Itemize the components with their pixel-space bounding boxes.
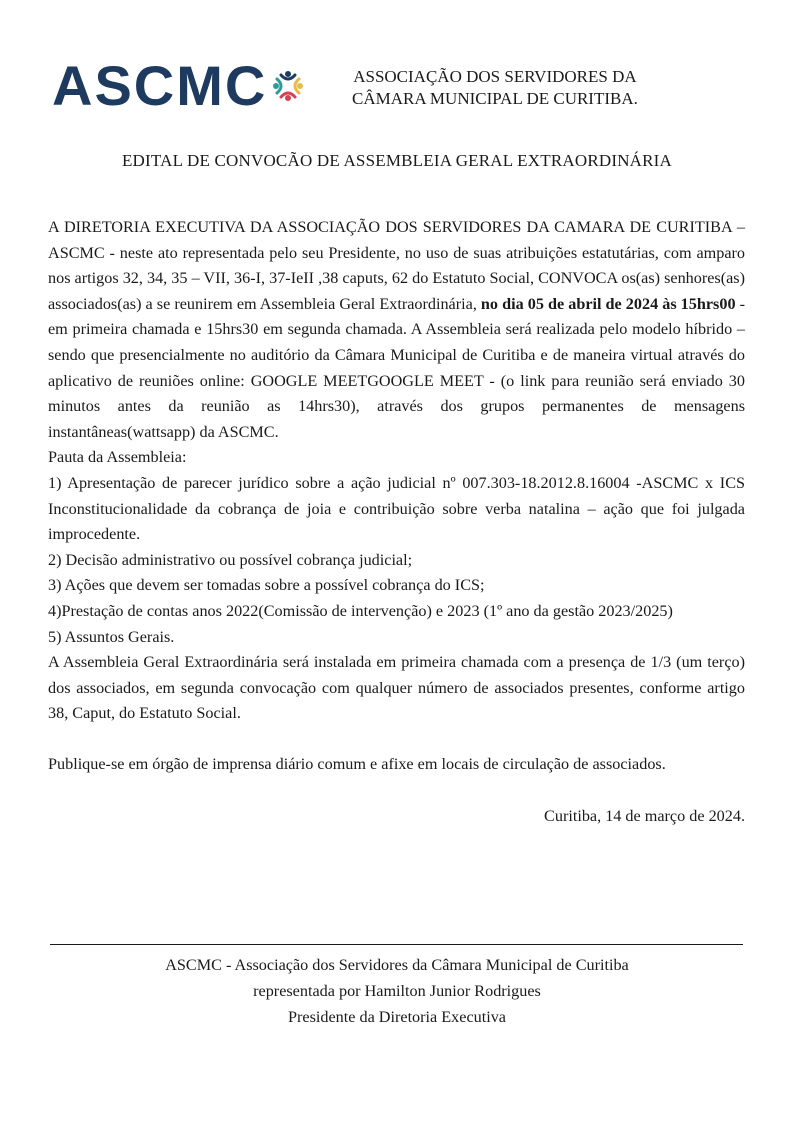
agenda-item: 1) Apresentação de parecer jurídico sobre a ação judicial nº 007.303-18.2012.8.16004 -ASCMC x ICS Inconstitucionalidade da cobrança de joia e contribuição sobre verba natalina – ação que foi julgada improcedente.: [48, 473, 745, 544]
signature-line: [50, 944, 743, 945]
spacer: [48, 778, 745, 804]
intro-text-2: -em primeira chamada e 15hrs30 em segunda chamada. A Assembleia será realizada pelo modelo híbrido – sendo que presencialmente no auditório da Câmara Municipal de Curitiba e de maneira virtual através do aplicativo de reuniões online: GOOGLE MEETGOOGLE MEET - (o link para reunião será enviado 30 minutos antes da reunião as 14hrs30), através dos grupos permanentes de mensagens instantâneas(wattsapp) da ASCMC.: [48, 294, 745, 441]
signature-representative: representada por Hamilton Junior Rodrigues: [253, 982, 541, 1000]
intro-paragraph: [48, 215, 745, 445]
org-name-line1: ASSOCIAÇÃO DOS SERVIDORES DA: [353, 67, 637, 86]
organization-name: [352, 66, 638, 110]
letterhead: [52, 54, 752, 118]
intro-text-1: A DIRETORIA EXECUTIVA DA ASSOCIAÇÃO DOS SERVIDORES DA CAMARA DE CURITIBA – ASCMC - neste ato representada pelo seu Presidente, no uso de suas atribuições estatutárias, com amparo nos artigos 32, 34, 35 – VII, 36-I, 37-IeII ,38 caputs, 62 do Estatuto Social, CONVOCA os(as) senhores(as) associados(as) a se reunirem em Assembleia Geral Extraordinária,: [48, 218, 745, 313]
agenda-item: 4)Prestação de contas anos 2022(Comissão de intervenção) e 2023 (1º ano da gestão 2023/2025): [48, 601, 673, 620]
logo-text: ASCMC: [52, 54, 268, 117]
agenda-item: 5) Assuntos Gerais.: [48, 627, 175, 646]
logo-figure-left: [273, 79, 281, 93]
publish-paragraph: Publique-se em órgão de imprensa diário comum e afixe em locais de circulação de associados.: [48, 755, 666, 774]
signature-block: [0, 952, 794, 1030]
logo-figure-right: [295, 79, 303, 93]
agenda-item: 2) Decisão administrativo ou possível cobrança judicial;: [48, 550, 413, 569]
date-line: Curitiba, 14 de março de 2024.: [544, 806, 745, 825]
spacer: [48, 727, 745, 753]
signature-org: ASCMC - Associação dos Servidores da Câmara Municipal de Curitiba: [165, 956, 629, 974]
quorum-paragraph: A Assembleia Geral Extraordinária será instalada em primeira chamada com a presença de 1/3 (um terço) dos associados, em segunda convocação com qualquer número de associados presentes, conforme artigo 38, Caput, do Estatuto Social.: [48, 653, 745, 723]
meeting-date: no dia 05 de abril de 2024 às 15hrs00: [476, 294, 736, 313]
people-circle-icon: [271, 69, 305, 103]
document-title: EDITAL DE CONVOCÃO DE ASSEMBLEIA GERAL EXTRAORDINÁRIA: [121, 151, 673, 170]
agenda-item: 3) Ações que devem ser tomadas sobre a possível cobrança do ICS;: [48, 576, 485, 595]
logo-figure-bottom: [281, 93, 295, 101]
signature-role: Presidente da Diretoria Executiva: [288, 1008, 506, 1026]
logo-figure-top: [281, 71, 295, 79]
org-name-line2: CÂMARA MUNICIPAL DE CURITIBA.: [352, 89, 638, 108]
document-body: [48, 215, 745, 829]
agenda-heading: Pauta da Assembleia:: [48, 448, 187, 467]
logo: [52, 54, 305, 117]
